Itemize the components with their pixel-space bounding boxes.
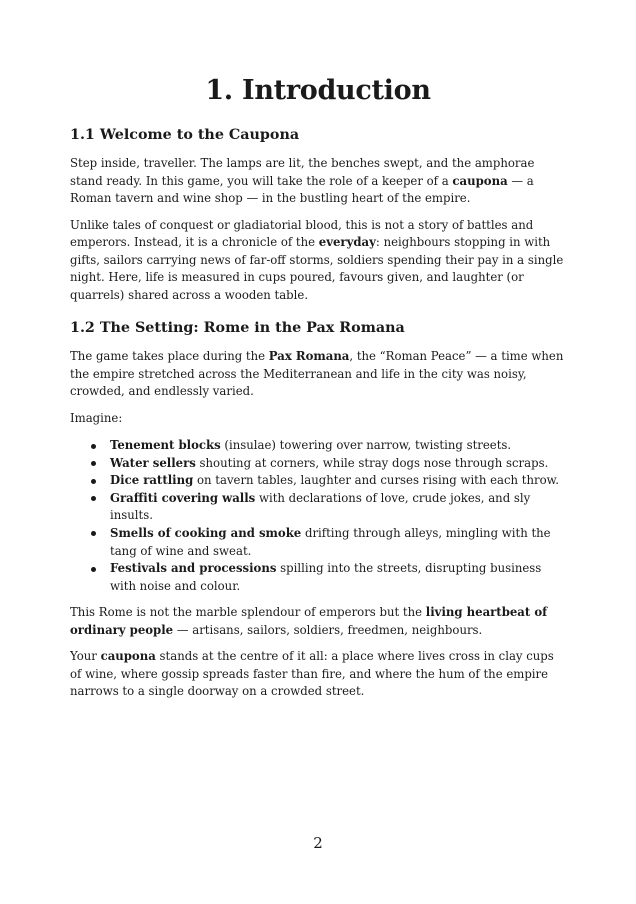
bullet-list — [70, 437, 566, 595]
paragraph-setting-1 — [70, 348, 566, 401]
text-run: Unlike tales of conquest or gladiatorial blood, this is not a story of battles and emperors. Instead, it is a chronicle of the — [70, 217, 534, 249]
text-run: — a Roman tavern and wine shop — in the bustling heart of the empire. — [70, 173, 534, 205]
text-run: Your — [70, 649, 101, 664]
section-heading-welcome: 1.1 Welcome to the Caupona — [70, 127, 300, 143]
text-run: Step inside, traveller. The lamps are lit, the benches swept, and the amphorae stand ready. In this game, you will take the role of a keeper of a — [70, 156, 535, 188]
bold-term: living heartbeat of ordinary people — [70, 605, 548, 637]
list-item — [110, 437, 566, 455]
paragraph-imagine: Imagine: — [70, 410, 123, 425]
paragraph-setting-3 — [70, 648, 566, 701]
text-run: This Rome is not the marble splendour of emperors but the — [70, 605, 426, 620]
text-run: on tavern tables, laughter and curses rising with each throw. — [193, 473, 559, 488]
text-run: with declarations of love, crude jokes, and sly insults. — [110, 490, 531, 523]
bold-term: Pax Romana — [268, 349, 350, 363]
text-run: — artisans, sailors, soldiers, freedmen, neighbours. — [173, 622, 483, 637]
text-run: The game takes place during the — [70, 349, 269, 363]
list-item — [110, 472, 566, 490]
bold-term: Graffiti covering walls — [110, 490, 256, 505]
list-item — [110, 560, 566, 595]
paragraph-welcome-1 — [70, 155, 566, 208]
text-run: drifting through alleys, mingling with the tang of wine and sweat. — [110, 525, 551, 558]
paragraph-setting-2 — [70, 604, 566, 639]
text-run: stands at the centre of it all: a place where lives cross in clay cups of wine, where gossip spreads faster than fire, and where the hum of the empire narrows to a single doorway on a crowded street. — [70, 649, 554, 699]
text-run: spilling into the streets, disrupting business with noise and colour. — [110, 561, 542, 593]
text-run: shouting at corners, while stray dogs nose through scraps. — [195, 455, 549, 470]
bold-term: Water sellers — [110, 455, 196, 470]
bold-term: caupona — [452, 173, 508, 188]
bold-term: Smells of cooking and smoke — [110, 525, 302, 540]
text-run: : neighbours stopping in with gifts, sailors carrying news of far-off storms, soldiers spending their pay in a single night. Here, life is measured in cups poured, favours given, and laughter (or quarrels) shared across a wooden table. — [70, 235, 564, 302]
page-title: 1. Introduction — [205, 75, 431, 106]
text-run: , the “Roman Peace” — a time when the empire stretched across the Mediterranean and life in the city was noisy, crowded, and endlessly varied. — [70, 349, 564, 398]
bold-term: caupona — [100, 649, 156, 664]
list-item — [110, 455, 566, 473]
list-item — [110, 490, 566, 525]
section-heading-setting: 1.2 The Setting: Rome in the Pax Romana — [70, 320, 405, 336]
bold-term: Tenement blocks — [110, 438, 221, 452]
bold-term: Festivals and processions — [110, 561, 277, 576]
text-run: (insulae) towering over narrow, twisting streets. — [220, 438, 512, 452]
list-item — [110, 525, 566, 560]
bold-term: everyday — [318, 235, 376, 249]
page-number: 2 — [313, 834, 323, 852]
bold-term: Dice rattling — [110, 473, 194, 488]
paragraph-welcome-2 — [70, 217, 566, 305]
